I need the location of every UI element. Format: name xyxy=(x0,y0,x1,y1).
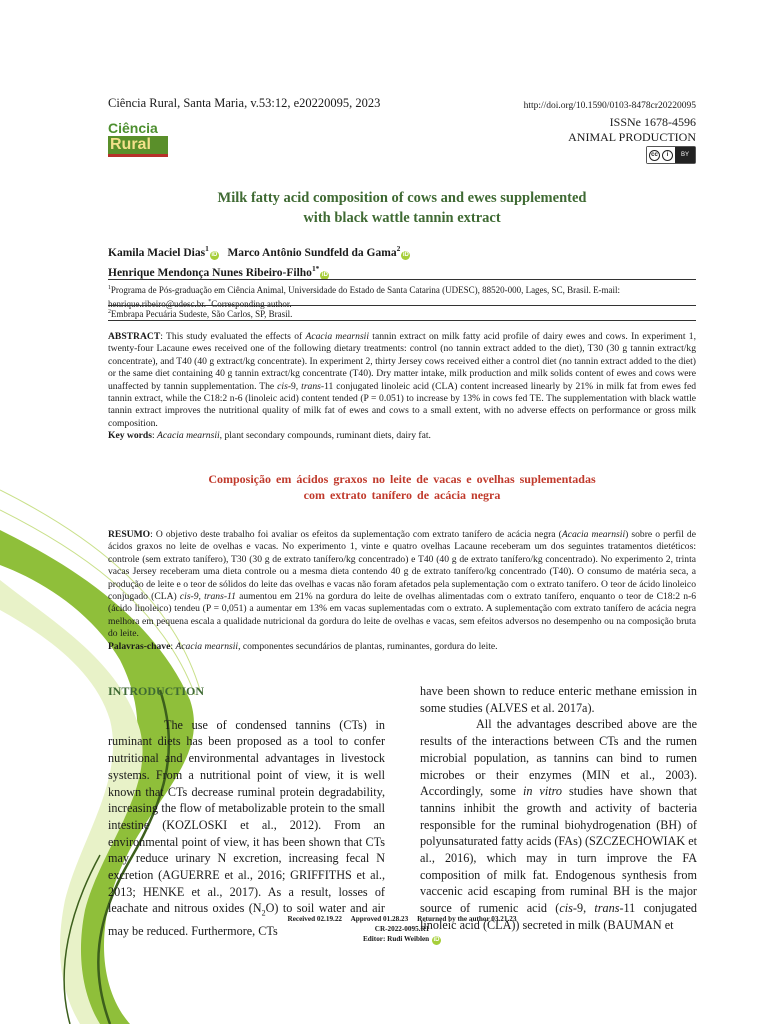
isomer-prefix: trans xyxy=(594,901,620,916)
issn: ISSNe 1678-4596 xyxy=(609,115,696,129)
keywords-text: , componentes secundários de plantas, ruminantes, gordura do leite. xyxy=(238,640,498,652)
license-badge-label: BY xyxy=(675,147,695,163)
manuscript-id: CR-2022-0095.R1 xyxy=(374,925,430,933)
author-affiliation-mark: 1 xyxy=(205,244,209,253)
keywords-text: , plant secondary compounds, ruminant diets, dairy fat. xyxy=(219,430,431,442)
asterisk-mark: * xyxy=(208,299,212,305)
isomer-prefix: cis xyxy=(559,901,573,916)
affiliation-2 xyxy=(108,306,696,320)
abstract-label: ABSTRACT xyxy=(108,331,161,342)
author-name: Kamila Maciel Dias xyxy=(108,246,206,259)
abstract xyxy=(108,331,696,443)
isomer-prefix: trans xyxy=(301,380,321,392)
author-affiliation-mark: 2 xyxy=(396,244,401,253)
author-list xyxy=(108,241,696,281)
title-line-2: with black wattle tannin extract xyxy=(303,210,501,226)
paragraph-text: -11 conjugated linoleic acid (CLA)) secreted in milk (BAUMAN et xyxy=(420,901,698,932)
subscript: 2 xyxy=(261,908,266,918)
keywords-separator: : xyxy=(151,430,158,442)
affiliation-mark: 1 xyxy=(108,285,111,291)
paragraph xyxy=(108,717,385,940)
palavras-chave-label: Palavras-chave xyxy=(108,640,171,652)
resumo xyxy=(108,529,696,653)
author-name: Marco Antônio Sundfeld da Gama xyxy=(227,246,397,259)
journal-citation: Ciência Rural, Santa Maria, v.53:12, e20220095, 2023 xyxy=(108,96,381,110)
logo-top-text: Ciência xyxy=(108,120,168,136)
doi-link[interactable]: http://doi.org/10.1590/0103-8478cr20220095 xyxy=(523,101,696,111)
paragraph: have been shown to reduce enteric methane emission in some studies (ALVES et al. 2017a). xyxy=(420,684,697,715)
affiliation-text: Programa de Pós-graduação em Ciência Animal, Universidade do Estado de Santa Catarina (UDESC), 88520-000, Lages, SC, Brasil. E-mail: henrique.ribeiro@udesc.br. xyxy=(108,285,621,309)
paragraph-text: O) to soil water and air may be reduced. Furthermore, CTs xyxy=(108,901,385,938)
keywords-label: Key words xyxy=(108,430,152,442)
submission-footer xyxy=(108,914,696,945)
abstract-text: -11 conjugated linoleic acid (CLA) content increased linearly by 21% in milk fat from ewes fed tannin extract, while the C18:2 n-6 (linoleic acid) content tended (P = 0.051) to increase by 13% in cows fed TE. The supplementation with black wattle tannin extract improves the nutritional quality of milk fat of ewes and cows to a small extent, with no adverse effects on performance or gross milk composition. xyxy=(108,380,697,429)
species-name: Acacia mearnsii xyxy=(157,430,220,442)
cc-license-badge[interactable] xyxy=(646,146,696,164)
species-name: Acacia mearnsii xyxy=(305,331,370,342)
pt-title-line-1: Composição em ácidos graxos no leite de vacas e ovelhas suplementadas xyxy=(208,472,596,486)
resumo-text: : O objetivo deste trabalho foi avaliar os efeitos da suplementação com extrato tanífero de acácia negra ( xyxy=(150,529,562,540)
title-line-1: Milk fatty acid composition of cows and ewes supplemented xyxy=(217,190,587,206)
author-affiliation-mark: 1* xyxy=(311,263,320,273)
paper-title xyxy=(108,188,696,228)
resumo-label: RESUMO xyxy=(108,529,151,540)
orcid-icon[interactable]: iD xyxy=(433,937,440,943)
paragraph-text: -9, xyxy=(572,901,595,916)
abstract-text: -9, xyxy=(287,380,302,392)
journal-logo xyxy=(108,120,168,154)
orcid-icon[interactable]: iD xyxy=(321,271,328,278)
abstract-text: tannin extract on milk fatty acid profile of dairy ewes and cows. In experiment 1, twenty-four Lacaune ewes received one of the following dietary treatments: control (no tannin extract added to the diet), T30 (30 g tannin extract/kg concentrate), and T40 (40 g extract/kg concentrate). In experiment 2, thirty Jersey cows received either a control diet (no tannin extract added to the diet) or the same diet containing 40 g tannin extract/kg concentrate (T40). Dry matter intake, milk production and milk solids content of ewes and cows were unaffected by tannin supplementation. The xyxy=(108,331,696,392)
section-heading: INTRODUCTION xyxy=(108,684,205,698)
author-name: Henrique Mendonça Nunes Ribeiro-Filho xyxy=(108,266,312,279)
issn-block xyxy=(568,115,696,145)
paragraph-text: All the advantages described above are the results of the interactions between CTs and the rumen microbial population, as tannins can bind to rumen microbes or their enzymes (MIN et al., 2003). Accordingly, some xyxy=(420,717,697,799)
abstract-text: : This study evaluated the effects of xyxy=(160,331,306,342)
paragraph-text: The use of condensed tannins (CTs) in ruminant diets has been proposed as a tool to confer nutritional and environmental advantages in livestock systems. From a nutritional point of view, it is well known that CTs decrease ruminal protein degradability, increasing the flow of metabolizable protein to the small intestine (KOZLOSKI et al., 2012). From an environmental point of view, it has been shown that CTs may reduce urinary N excretion, increasing fecal N excretion (AGUERRE et al., 2016; GRIFFITHS et al., 2013; HENKE et al., 2017). As a result, losses of leachate and nitrous oxides (N xyxy=(108,717,385,916)
keywords-separator: : xyxy=(170,640,176,652)
species-name: Acacia mearnsii xyxy=(561,529,626,540)
isomer-name: cis-9, trans-11 xyxy=(179,591,236,603)
logo-bottom-text: Rural xyxy=(108,136,168,157)
paragraph xyxy=(420,716,697,933)
pt-title-line-2: com extrato tanífero de acácia negra xyxy=(303,488,501,502)
divider xyxy=(108,320,696,321)
resumo-text: aumentou em 21% na gordura do leite de ovelhas alimentadas com o extrato tanífero, enquanto o teor de C18:2 n-6 (ácido linoleico) tendeu (P = 0,051) a aumentar em 13% em vacas suplementadas com o extrato. A suplementação com extrato tanífero de acácia negra melhora em pequena escala a qualidade nutricional da gordura do leite de ovelhas e vacas, sem efeitos adversos no desempenho ou na composição bruta do leite. xyxy=(108,591,697,640)
divider xyxy=(108,279,696,280)
cc-icon: cc xyxy=(649,150,660,161)
paragraph-text: studies have shown that tannins inhibit the growth and activity of bacteria responsible for the ruminal biohydrogenation (BH) of polyunsaturated fatty acids (FAs) (SZCZECHOWIAK et al., 2016), which may in turn improve the FA composition of milk fat. Endogenous synthesis from vaccenic acid escaping from ruminal BH is the major source of rumenic acid ( xyxy=(420,784,698,916)
isomer-prefix: cis xyxy=(277,380,288,392)
section-label: ANIMAL PRODUCTION xyxy=(568,130,696,144)
body-column-left xyxy=(108,683,385,939)
species-name: Acacia mearnsii xyxy=(175,640,239,652)
editor-line: Editor: Rudi Weiblen xyxy=(363,935,430,943)
affiliation-mark: 2 xyxy=(108,309,111,315)
affiliation-text: Embrapa Pecuária Sudeste, São Carlos, SP, Brasil. xyxy=(110,309,293,319)
portuguese-title xyxy=(108,471,696,503)
italic-term: in vitro xyxy=(522,784,562,799)
body-column-right xyxy=(420,683,697,934)
submission-dates: Received 02.19.22 Approved 01.28.23 Returned by the author 03.21.23 xyxy=(287,915,517,923)
person-icon: i xyxy=(662,150,673,161)
resumo-text: ) sobre o perfil de ácidos graxos no leite de ovelhas e vacas. No experimento 1, vinte e quatro ovelhas Lacaune receberam um dos seguintes tratamentos dietéticos: controle (sem extrato tanífero), T30 (30 g de extrato tanífero/kg concentrado) e T40 (40 g de extrato tanífero/kg concentrado). No experimento 2, trinta vacas Jersey receberam uma dieta controle ou a mesma dieta contendo 40 g de extrato tanífero/kg concentrado (T40). O consumo de matéria seca, a produção de leite e o teor de sólidos do leite das ovelhas e vacas não foram afetados pela suplementação com o extrato tanífero. O teor de ácido linoleico conjugado (CLA) xyxy=(108,529,696,603)
orcid-icon[interactable]: iD xyxy=(211,251,218,258)
orcid-icon[interactable]: iD xyxy=(402,251,409,258)
corresponding-note: Corresponding author. xyxy=(211,299,292,309)
